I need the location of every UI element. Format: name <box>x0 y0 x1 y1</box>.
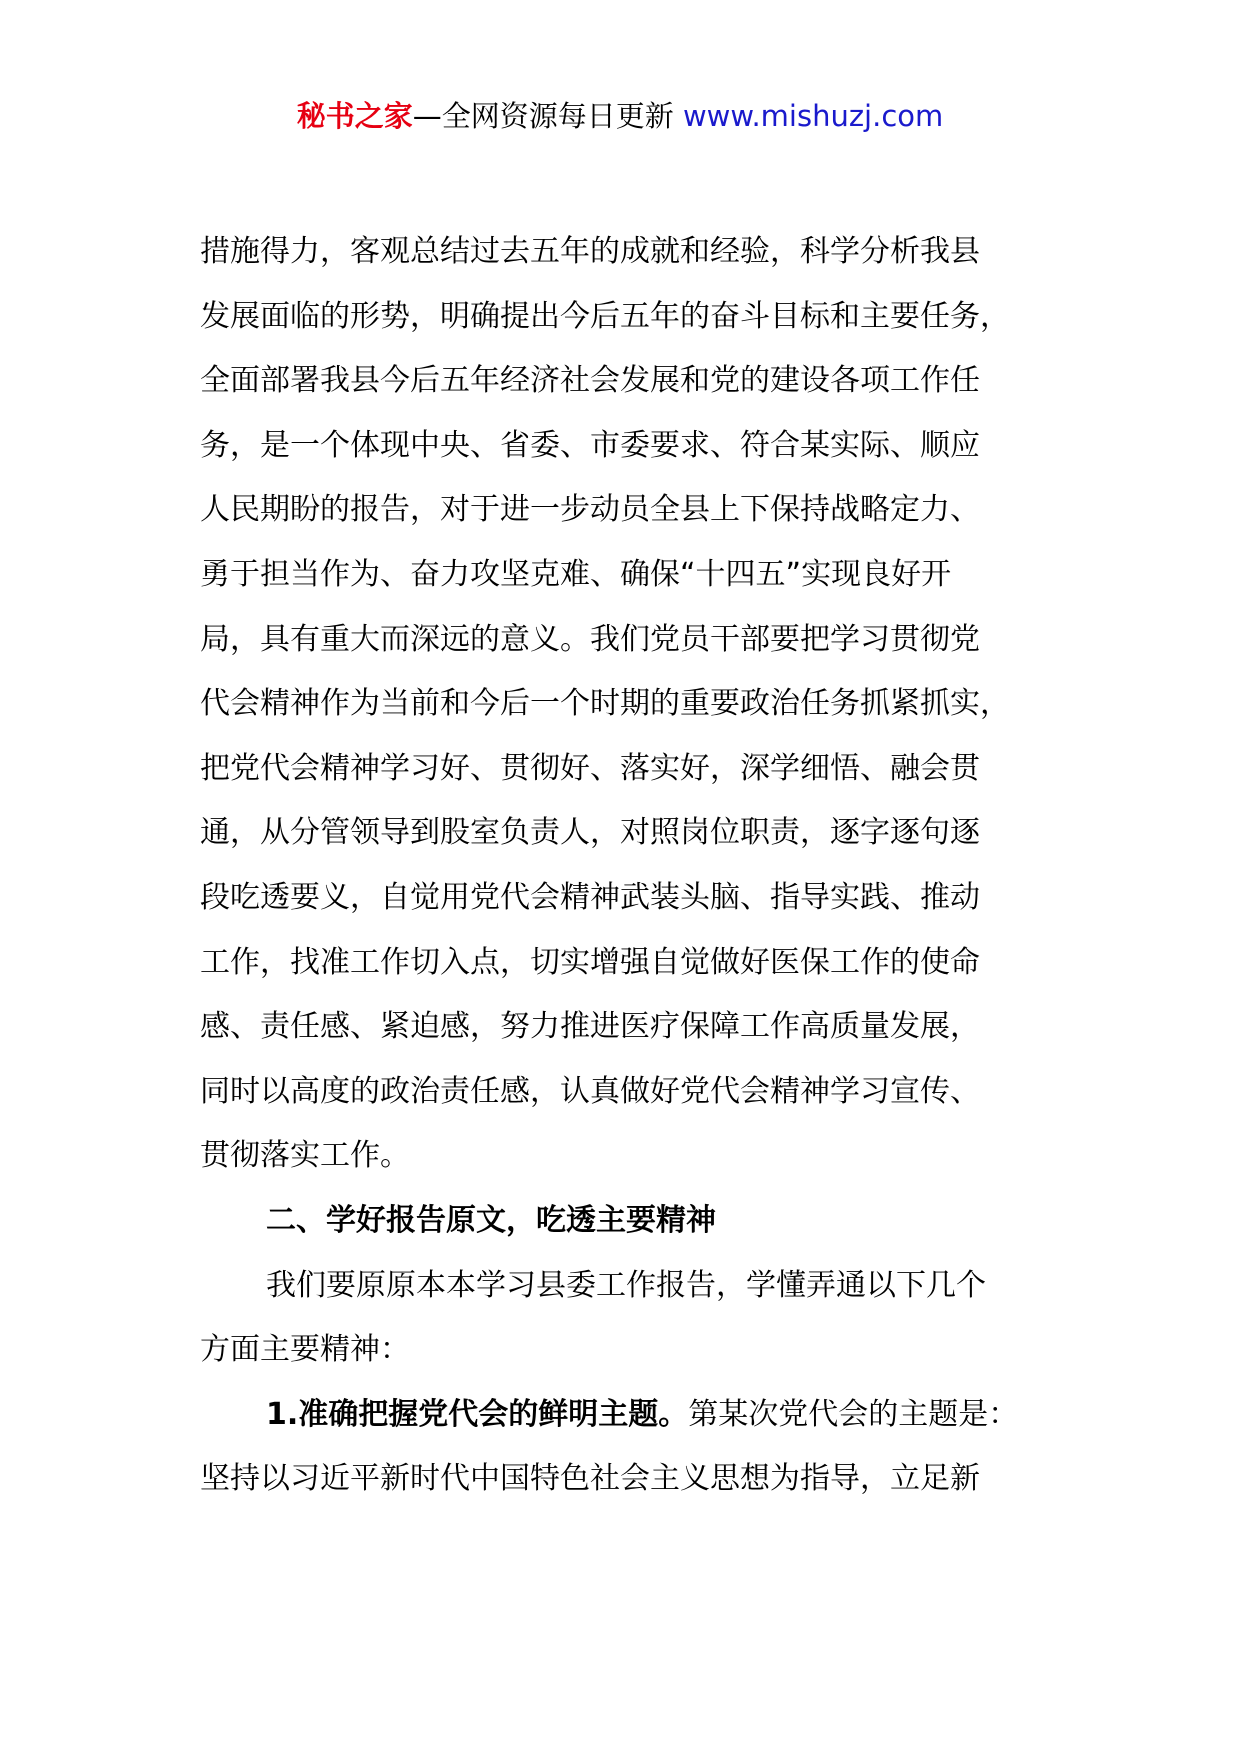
section-heading: 二、学好报告原文，吃透主要精神 <box>266 1202 716 1238</box>
item-title: 1.准确把握党代会的鲜明主题。 <box>266 1396 689 1432</box>
body-line: 务，是一个体现中央、省委、市委要求、符合某实际、顺应 <box>200 427 980 463</box>
body-line: 措施得力，客观总结过去五年的成就和经验，科学分析我县 <box>200 234 980 269</box>
page-header <box>0 96 1240 136</box>
body-line: 贯彻落实工作。 <box>200 1138 410 1174</box>
body-line: 感、责任感、紧迫感，努力推进医疗保障工作高质量发展， <box>200 1009 980 1045</box>
paragraph-line: 我们要原原本本学习县委工作报告，学懂弄通以下几个 <box>266 1267 986 1303</box>
body-line: 全面部署我县今后五年经济社会发展和党的建设各项工作任 <box>200 363 980 399</box>
body-line: 代会精神作为当前和今后一个时期的重要政治任务抓紧抓实， <box>200 686 1010 722</box>
body-line: 同时以高度的政治责任感，认真做好党代会精神学习宣传、 <box>200 1073 980 1109</box>
item-text: 第某次党代会的主题是： <box>688 1396 1019 1432</box>
paragraph-line: 坚持以习近平新时代中国特色社会主义思想为指导，立足新 <box>200 1461 980 1497</box>
body-line: 段吃透要义，自觉用党代会精神武装头脑、指导实践、推动 <box>200 879 980 915</box>
website-link[interactable]: www.mishuzj.com <box>682 99 944 133</box>
body-line: 通，从分管领导到股室负责人，对照岗位职责，逐字逐句逐 <box>200 815 980 851</box>
body-line: 勇于担当作为、奋力攻坚克难、确保“十四五”实现良好开 <box>200 556 952 592</box>
document-body <box>200 220 1100 1512</box>
body-line: 发展面临的形势，明确提出今后五年的奋斗目标和主要任务， <box>200 298 1010 334</box>
brand-name: 秘书之家 <box>296 99 413 133</box>
body-line: 人民期盼的报告，对于进一步动员全县上下保持战略定力、 <box>200 492 980 528</box>
paragraph-line: 方面主要精神： <box>200 1332 410 1368</box>
body-line: 工作，找准工作切入点，切实增强自觉做好医保工作的使命 <box>200 944 980 980</box>
numbered-item <box>200 1383 1100 1448</box>
body-line: 把党代会精神学习好、贯彻好、落实好，深学细悟、融会贯 <box>200 750 980 786</box>
header-tagline: —全网资源每日更新 <box>412 99 674 133</box>
body-line: 局，具有重大而深远的意义。我们党员干部要把学习贯彻党 <box>200 621 980 657</box>
